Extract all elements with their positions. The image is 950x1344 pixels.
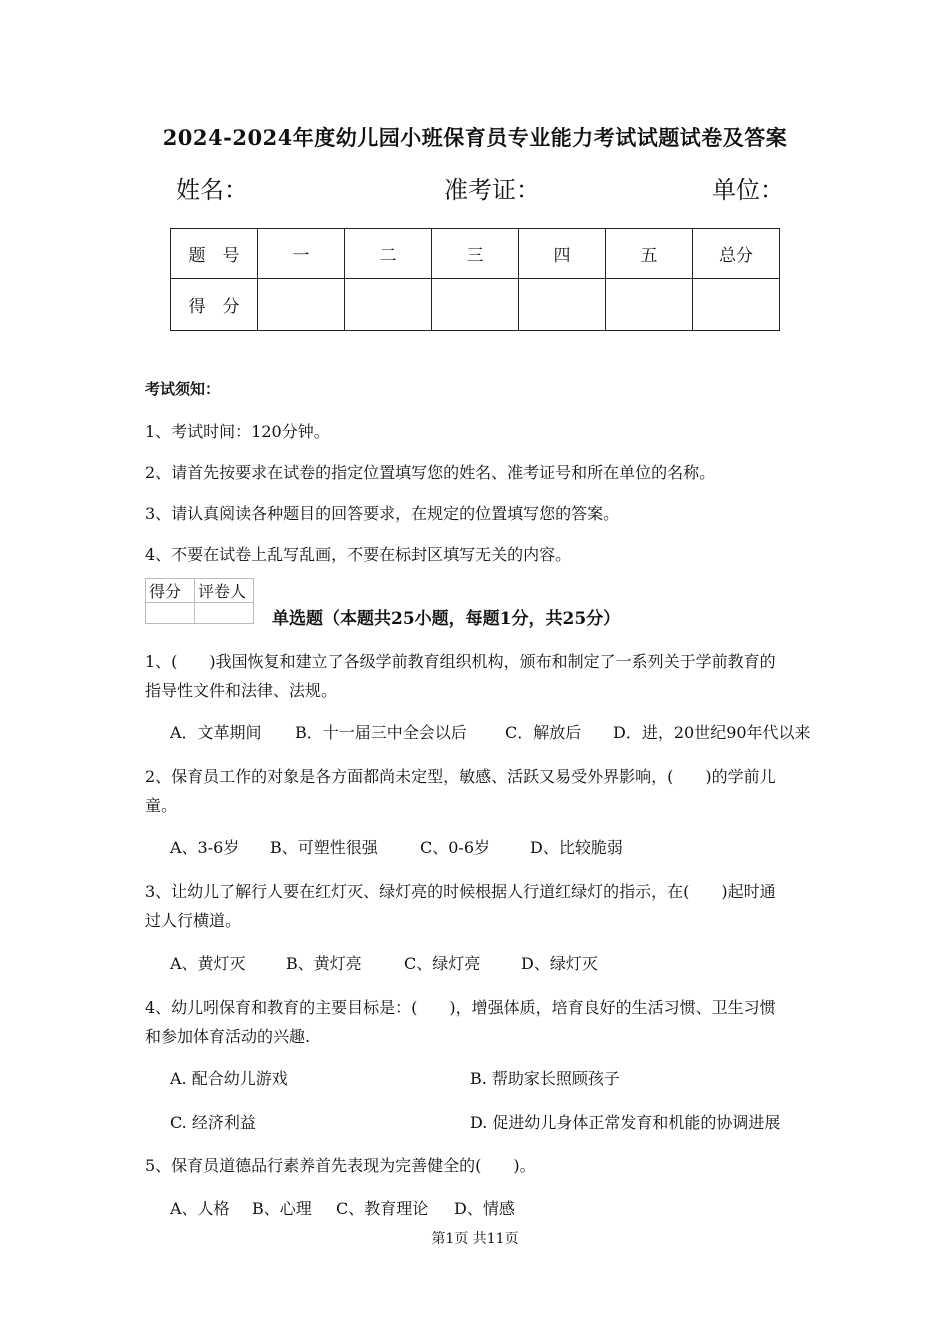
question-1-option-c[interactable]: C．解放后: [505, 723, 582, 742]
score-table-empty-cell[interactable]: [432, 279, 519, 331]
question-3-text: 3、让幼儿了解行人要在红灯灭、绿灯亮的时候根据人行道红绿灯的指示，在( )起时通: [145, 882, 776, 901]
name-field-label: 姓名：: [176, 176, 248, 204]
question-1-option-b[interactable]: B．十一届三中全会以后: [295, 723, 467, 742]
grader-box-grader-label: 评卷人: [195, 579, 254, 603]
question-1-text-cont: 指导性文件和法律、法规。: [145, 681, 338, 700]
score-table-empty-cell[interactable]: [345, 279, 432, 331]
question-4-option-a[interactable]: A. 配合幼儿游戏: [170, 1069, 288, 1088]
question-3-option-b[interactable]: B、黄灯亮: [286, 954, 362, 973]
question-1-option-a[interactable]: A．文革期间: [170, 723, 262, 742]
notice-item: 1、考试时间：120分钟。: [145, 422, 330, 441]
question-1-option-d[interactable]: D．进，20世纪90年代以来: [613, 723, 811, 742]
score-table-header-row: [171, 229, 780, 279]
question-2-text-cont: 童。: [145, 796, 178, 815]
grader-box-empty-cell[interactable]: [195, 603, 254, 624]
question-2-option-d[interactable]: D、比较脆弱: [530, 838, 623, 857]
question-5-option-b[interactable]: B、心理: [252, 1199, 312, 1218]
notice-item: 4、不要在试卷上乱写乱画，不要在标封区填写无关的内容。: [145, 545, 572, 564]
notice-item: 2、请首先按要求在试卷的指定位置填写您的姓名、准考证号和所在单位的名称。: [145, 463, 716, 482]
score-table-empty-cell[interactable]: [693, 279, 780, 331]
question-3-option-a[interactable]: A、黄灯灭: [170, 954, 246, 973]
question-5-option-d[interactable]: D、情感: [454, 1199, 515, 1218]
score-table-score-row: [171, 279, 780, 331]
question-5-option-a[interactable]: A、人格: [170, 1199, 230, 1218]
question-4-option-d[interactable]: D. 促进幼儿身体正常发育和机能的协调进展: [470, 1113, 781, 1132]
page-footer: 第1页 共11页: [431, 1231, 519, 1247]
score-table-cell: 四: [519, 229, 606, 279]
grader-box: [145, 578, 254, 624]
score-table-cell: 题 号: [171, 229, 258, 279]
score-table-cell: 五: [606, 229, 693, 279]
score-table-cell: 得 分: [171, 279, 258, 331]
unit-field-label: 单位：: [712, 176, 784, 204]
question-2-option-a[interactable]: A、3-6岁: [170, 838, 240, 857]
score-table-cell: 总分: [693, 229, 780, 279]
question-4-text-cont: 和参加体育活动的兴趣.: [145, 1027, 311, 1046]
question-3-option-d[interactable]: D、绿灯灭: [521, 954, 598, 973]
question-5-text: 5、保育员道德品行素养首先表现为完善健全的( )。: [145, 1156, 536, 1175]
document-title: 2024-2024年度幼儿园小班保育员专业能力考试试题试卷及答案: [162, 125, 788, 150]
question-4-option-b[interactable]: B. 帮助家长照顾孩子: [470, 1069, 620, 1088]
notice-heading: 考试须知：: [145, 380, 221, 398]
question-4-text: 4、幼儿吲保育和教育的主要目标是：( )，增强体质，培育良好的生活习惯、卫生习惯: [145, 998, 776, 1017]
score-table: [170, 228, 780, 331]
question-4-option-c[interactable]: C. 经济利益: [170, 1113, 256, 1132]
question-1-text: 1、( )我国恢复和建立了各级学前教育组织机构，颁布和制定了一系列关于学前教育的: [145, 652, 776, 671]
score-table-empty-cell[interactable]: [258, 279, 345, 331]
question-5-option-c[interactable]: C、教育理论: [336, 1199, 429, 1218]
question-2-option-c[interactable]: C、0-6岁: [420, 838, 491, 857]
question-3-option-c[interactable]: C、绿灯亮: [404, 954, 481, 973]
score-table-cell: 二: [345, 229, 432, 279]
question-2-text: 2、保育员工作的对象是各方面都尚未定型，敏感、活跃又易受外界影响，( )的学前儿: [145, 767, 776, 786]
notice-item: 3、请认真阅读各种题目的回答要求，在规定的位置填写您的答案。: [145, 504, 620, 523]
grader-box-empty-cell[interactable]: [146, 603, 195, 624]
score-table-empty-cell[interactable]: [606, 279, 693, 331]
question-2-option-b[interactable]: B、可塑性很强: [270, 838, 378, 857]
question-3-text-cont: 过人行横道。: [145, 911, 242, 930]
grader-box-score-label: 得分: [146, 579, 195, 603]
section-title: 单选题（本题共25小题，每题1分，共25分）: [272, 609, 621, 629]
score-table-empty-cell[interactable]: [519, 279, 606, 331]
score-table-cell: 三: [432, 229, 519, 279]
exam-id-field-label: 准考证：: [444, 176, 540, 204]
score-table-cell: 一: [258, 229, 345, 279]
